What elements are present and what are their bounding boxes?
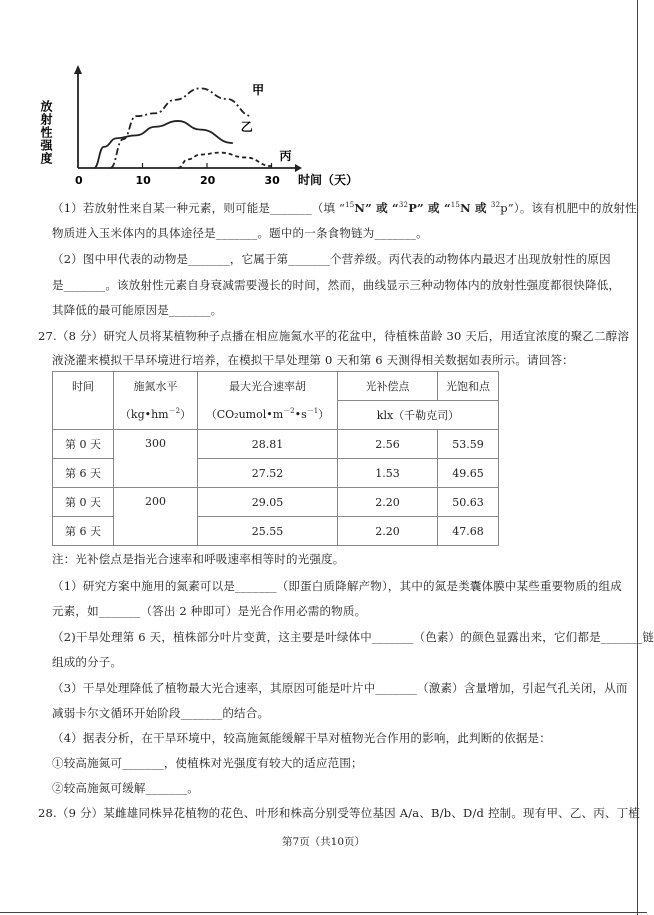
table-row — [53, 488, 499, 517]
series-line-丙 — [178, 153, 272, 168]
sup: －2 — [168, 406, 181, 415]
cell: 50.63 — [438, 488, 499, 517]
unit — [114, 401, 197, 429]
cell: 第 6 天 — [53, 517, 114, 546]
q27-part3-line1: （3）干旱处理降低了植物最大光合速率，其原因可能是叶片中_______（激素）含量增加，引起气孔关闭，从而 — [52, 681, 628, 695]
cell: 49.65 — [438, 459, 499, 488]
text: （CO₂umol•m — [205, 407, 284, 421]
y-axis-label: 放射性强度 — [39, 100, 53, 165]
text: （1）若放射性来自某一种元素，则可能是_______（填 “ — [52, 201, 346, 215]
q27-part1-line2: 元素，如_______（答出 2 种即可）是光合作用必需的物质。 — [52, 604, 367, 618]
cell: 27.52 — [198, 459, 338, 488]
sup: 32 — [490, 201, 501, 209]
q26-part2-line3: 其降低的最可能原因是_______。 — [52, 303, 223, 317]
page-number: 第7页（共10页） — [281, 836, 366, 848]
radioactivity-chart — [39, 60, 359, 190]
series-line-甲 — [110, 88, 252, 168]
data-table — [52, 371, 499, 546]
header-compensation: 光补偿点 — [338, 372, 438, 401]
text: ） — [180, 407, 192, 421]
cell: 300 — [114, 430, 198, 488]
q26-part2-line1: （2）图中甲代表的动物是_______，它属于第_______个营养级。丙代表的动物体内最迟才出现放射性的原因 — [52, 252, 611, 266]
sup: 15 — [345, 201, 355, 209]
q27-part2-line2: 组成的分子。 — [52, 655, 123, 669]
text: P” 或 “ — [408, 201, 451, 215]
cell: 2.20 — [338, 488, 438, 517]
text: （kg•hm — [119, 407, 169, 421]
header-time: 时间 — [53, 372, 114, 430]
text: p”）。该有机肥中的放射性 — [500, 201, 637, 215]
cell: 第 0 天 — [53, 488, 114, 517]
cell: 第 6 天 — [53, 459, 114, 488]
series-label: 乙 — [240, 120, 253, 135]
text: 最大光合速率胡 — [229, 379, 306, 393]
cell: 1.53 — [338, 459, 438, 488]
x-axis-arrow — [295, 164, 302, 172]
q26-part2-line2: 是_______。该放射性元素自身衰减需要漫长的时间，然而，曲线显示三种动物体内的放射性强度都很快降低， — [52, 278, 621, 292]
x-axis-label: 时间（天） — [298, 173, 359, 187]
cell: 53.59 — [438, 430, 499, 459]
q28-intro: 28.（9 分）某雌雄同株异花植物的花色、叶形和株高分别受等位基因 A/a、B/b、D/d 控制。现有甲、乙、丙、丁植 — [38, 806, 641, 820]
x-tick-label: 20 — [200, 174, 216, 187]
page-edge-bottom — [0, 912, 647, 913]
header-unit-klx: klx（千勒克司） — [338, 401, 499, 430]
x-tick-label: 10 — [135, 174, 151, 187]
unit — [198, 401, 337, 429]
cell: 第 0 天 — [53, 430, 114, 459]
table-row — [53, 430, 499, 459]
chart-axes — [74, 65, 302, 172]
header-nitrogen — [114, 372, 198, 430]
text: 施氮水平 — [133, 379, 178, 393]
text: N” 或 “ — [354, 201, 399, 215]
y-axis-arrow — [74, 65, 82, 74]
text: •s — [294, 407, 307, 421]
sup: 15 — [450, 201, 461, 209]
q27-part4-item2: ②较高施氮可缓解_______。 — [52, 781, 199, 795]
text: N 或 — [460, 201, 491, 215]
q27-part4-item1: ①较高施氮可_______，使植株对光强度有较大的适应范围； — [52, 756, 363, 770]
cell: 2.56 — [338, 430, 438, 459]
q27-part4: （4）据表分析，在干旱环境中，较高施氮能缓解干旱对植物光合作用的影响，此判断的依据是： — [52, 731, 551, 745]
table-note: 注：光补偿点是指光合速率和呼吸速率相等时的光强度。 — [52, 552, 345, 566]
q26-part1-line2: 物质进入玉米体内的具体途径是_______。题中的一条食物链为_______。 — [52, 226, 428, 240]
series-label: 丙 — [279, 149, 292, 164]
series-line-乙 — [94, 121, 233, 168]
q27-part3-line2: 减弱卡尔文循环开始阶段_______的结合。 — [52, 706, 270, 720]
q27-part2-line1: （2)干旱处理第 6 天，植株部分叶片变黄，这主要是叶绿体中_______（色素）的颜色显露出来，它们都是_______链 — [52, 630, 654, 644]
series-label: 甲 — [252, 83, 265, 98]
header-saturation: 光饱和点 — [438, 372, 499, 401]
x-tick-label: 0 — [75, 174, 83, 187]
sup: 32 — [398, 201, 409, 209]
cell: 25.55 — [198, 517, 338, 546]
cell: 28.81 — [198, 430, 338, 459]
cell: 47.68 — [438, 517, 499, 546]
q27-intro-line1: 27.（8 分）研究人员将某植物种子点播在相应施氮水平的花盆中，待植株苗龄 30 天后，用适宜浓度的聚乙二醇溶 — [38, 329, 630, 343]
sup: －2 — [283, 406, 295, 415]
cell: 29.05 — [198, 488, 338, 517]
header-max-rate — [198, 372, 338, 430]
sup: －1 — [306, 406, 319, 415]
page-edge-right — [637, 0, 638, 915]
q27-part1-line1: （1）研究方案中施用的氮素可以是_______（即蛋白质降解产物），其中的氮是类囊体膜中某些重要物质的组成 — [52, 579, 622, 593]
x-tick-label: 30 — [264, 174, 280, 187]
q26-part1-line1 — [52, 200, 637, 216]
cell: 2.20 — [338, 517, 438, 546]
cell: 200 — [114, 488, 198, 546]
q27-intro-line2: 液浇灌来模拟干旱环境进行培养，在模拟干旱处理第 0 天和第 6 天测得相关数据如表所示。请回答： — [52, 353, 574, 367]
text: ） — [318, 407, 330, 421]
